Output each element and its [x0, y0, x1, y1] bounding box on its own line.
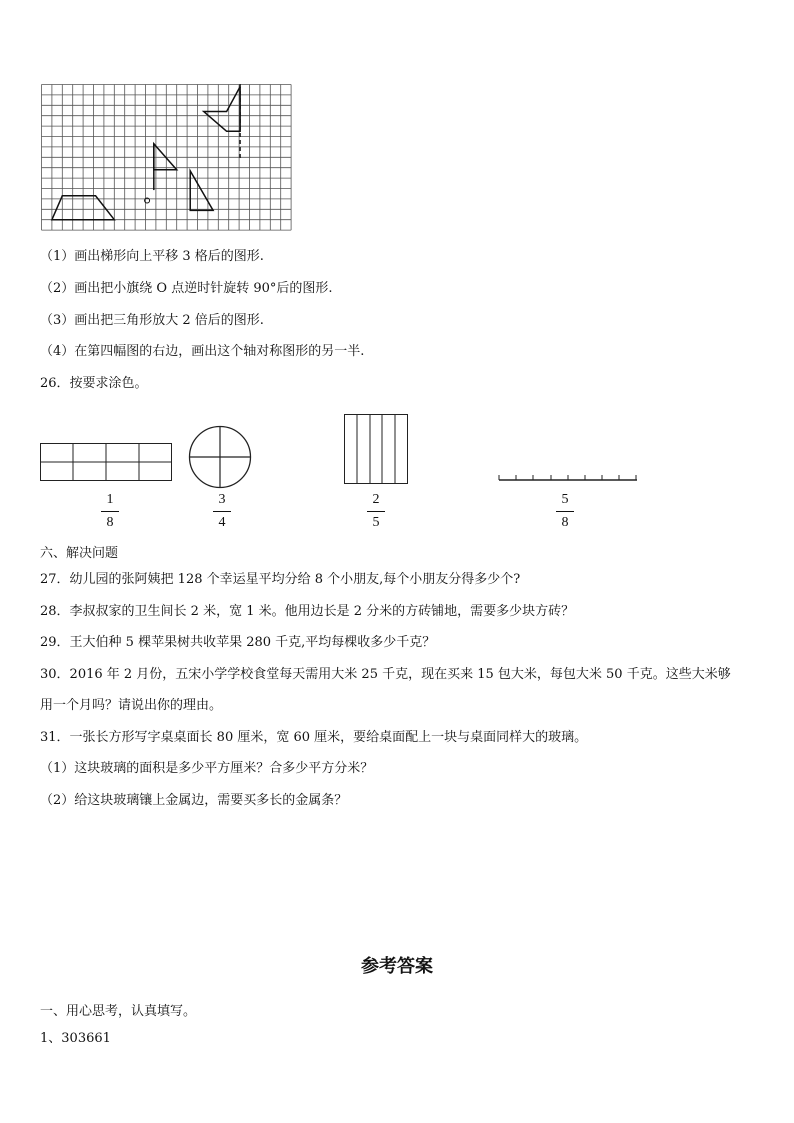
answer-1: 1、303661: [40, 1031, 111, 1046]
q25-sub1: （1）画出梯形向上平移 3 格后的图形.: [40, 249, 264, 264]
fraction-denominator: 8: [106, 515, 114, 530]
q26-text: 26．按要求涂色。: [40, 376, 148, 391]
question-30-line2: 用一个月吗？请说出你的理由。: [40, 698, 223, 713]
question-28: 28．李叔叔家的卫生间长 2 米，宽 1 米。他用边长是 2 分米的方砖铺地，需要多少块方砖？: [40, 604, 575, 619]
fraction-denominator: 4: [218, 515, 226, 530]
question-30-line1: 30．2016 年 2 月份，五宋小学学校食堂每天需用大米 25 千克，现在买来 15 包大米，每包大米 50 千克。这些大米够: [40, 667, 731, 682]
segment-eighths-shape: [499, 472, 639, 484]
question-29: 29．王大伯种 5 棵苹果树共收苹果 280 千克,平均每棵收多少千克？: [40, 635, 436, 650]
rectangle-fifths-shape: [344, 414, 408, 484]
rectangle-eighths-shape: [40, 443, 172, 481]
answers-section1: 一、用心思考，认真填写。: [40, 1004, 197, 1019]
triangle-shape: [190, 171, 213, 211]
q25-sub2: （2）画出把小旗绕 O 点逆时针旋转 90°后的图形.: [40, 281, 333, 296]
section6-heading: 六、解决问题: [40, 546, 119, 561]
coordinate-grid-figure: [41, 84, 291, 234]
fraction-denominator: 5: [372, 515, 380, 530]
flag-shape: [154, 144, 177, 170]
fraction-numerator: 2: [372, 492, 380, 507]
fraction-1: [95, 492, 125, 531]
question-27: 27．幼儿园的张阿姨把 128 个幸运星平均分给 8 个小朋友,每个小朋友分得多少个?: [40, 572, 521, 587]
q25-sub3: （3）画出把三角形放大 2 倍后的图形.: [40, 313, 264, 328]
fraction-3: [361, 492, 391, 531]
fraction-2: [207, 492, 237, 531]
symmetric-half-shape: [204, 87, 240, 132]
q25-sub4: （4）在第四幅图的右边，画出这个轴对称图形的另一半.: [40, 344, 365, 359]
question-31-sub1: （1）这块玻璃的面积是多少平方厘米？合多少平方分米？: [40, 761, 374, 776]
fraction-denominator: 8: [561, 515, 569, 530]
question-31-sub2: （2）给这块玻璃镶上金属边，需要买多长的金属条？: [40, 793, 348, 808]
question-31: 31．一张长方形写字桌桌面长 80 厘米，宽 60 厘米，要给桌面配上一块与桌面同样大的玻璃。: [40, 730, 588, 745]
circle-quarters-shape: [188, 425, 252, 489]
fraction-numerator: 5: [561, 492, 569, 507]
fraction-numerator: 1: [106, 492, 114, 507]
fraction-4: [550, 492, 580, 531]
answers-title: 参考答案: [361, 956, 433, 977]
fraction-numerator: 3: [218, 492, 226, 507]
